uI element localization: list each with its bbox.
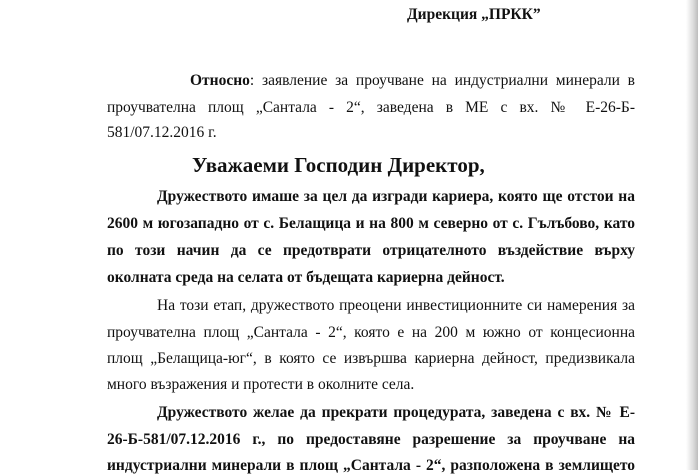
paragraph2-line-3: площ „Белащица-юг“, в която се извършва кариерна дейност, предизвикала [107,350,635,367]
subject-line-1 [190,72,635,90]
subject-line-3: 581/07.12.2016 г. [107,124,217,141]
page-edge-shadow [686,0,698,470]
paragraph3-line-2: 26-Б-581/07.12.2016 г., по предоставяне разрешение за проучване на [107,431,635,448]
paragraph1-line-3: по този начин да се предотврати отрицателното въздействие върху [107,242,635,259]
paragraph1-line-4: околната среда на селата от бъдещата кариерна дейност. [107,269,505,286]
subject-line-2: проучвателна площ „Сантала - 2“, заведена в МЕ с вх. № Е-26-Б- [107,99,635,116]
salutation: Уважаеми Господин Директор, [192,153,485,177]
paragraph2-line-1: На този етап, дружеството преоцени инвестиционните си намерения за [157,297,635,314]
paragraph3-line-1: Дружеството желае да прекрати процедурата, заведена с вх. № Е- [157,404,635,421]
subject-text-1: : заявление за проучване на индустриални минерали в [249,72,635,89]
paragraph2-line-4: много възражения и протести в околните села. [107,376,415,393]
subject-label: Относно [190,72,250,89]
recipient-line: Дирекция „ПРКК” [407,6,541,23]
paragraph1-line-2: 2600 м югозападно от с. Белащица и на 800 м северно от с. Гълъбово, като [107,215,635,232]
paragraph1-line-1: Дружеството имаше за цел да изгради кариера, която ще отстои на [157,188,635,205]
paragraph2-line-2: проучвателна площ „Сантала - 2“, която е на 200 м южно от концесионна [107,324,635,341]
paragraph3-line-3: индустриални минерали в площ „Сантала - 2“, разположена в землището [107,457,635,474]
